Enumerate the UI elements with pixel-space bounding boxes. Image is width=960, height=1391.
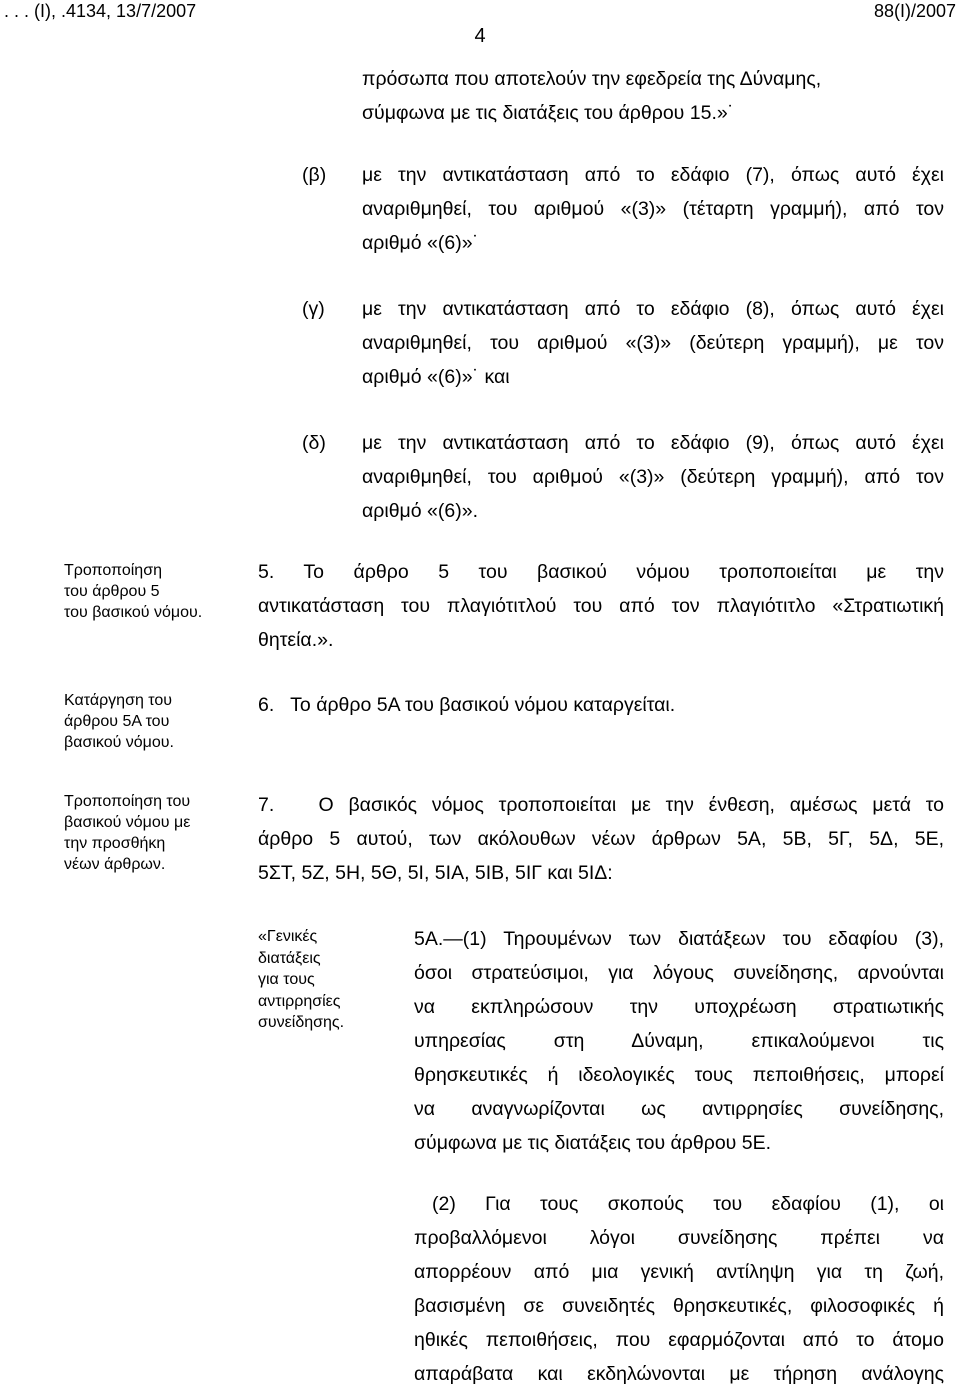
- paragraph-c: [362, 292, 944, 394]
- text-line: θρησκευτικές ή ιδεολογικές τους πεποιθήσεις, μπορεί: [414, 1064, 944, 1086]
- text-line: (2) Για τους σκοπούς του εδαφίου (1), οι: [432, 1193, 944, 1215]
- text-line: πρόσωπα που αποτελούν την εφεδρεία της Δύναμης,: [362, 68, 822, 90]
- paragraph-label: (δ): [302, 432, 326, 454]
- text-line: προβαλλόμενοι λόγοι συνείδησης πρέπει να: [414, 1227, 944, 1249]
- paragraph-label: (β): [302, 164, 327, 186]
- law-number: 88(Ι)/2007: [873, 1, 956, 21]
- text-line: απορρέουν από μια γενική αντίληψη για τη ζωή,: [414, 1261, 944, 1283]
- margin-note-line: διατάξεις: [258, 949, 321, 967]
- margin-note-line: Τροποποίηση του: [64, 793, 191, 810]
- margin-note-line: βασικού νόμου με: [64, 814, 191, 831]
- article-5a-subsection-2: [414, 1187, 944, 1391]
- text-line: 5ΣΤ, 5Ζ, 5Η, 5Θ, 5Ι, 5ΙΑ, 5ΙΒ, 5ΙΓ και 5ΙΔ:: [258, 862, 613, 884]
- text-line: αναριθμηθεί, του αριθμού «(3)» (δεύτερη γραμμή), με τον: [362, 332, 944, 354]
- text-line: να αναγνωρίζονται ως αντιρρησίες συνείδησης,: [414, 1098, 944, 1120]
- text-line: απαράβατα και εκδηλώνονται με τήρηση ανάλογης: [414, 1363, 944, 1385]
- text-line: με την αντικατάσταση από το εδάφιο (8), όπως αυτό έχει: [362, 298, 944, 320]
- margin-note-line: συνείδησης.: [258, 1014, 345, 1031]
- margin-note-line: για τους: [258, 971, 315, 988]
- text-line: 5Α.―(1) Τηρουμένων των διατάξεων του εδαφίου (3),: [414, 928, 944, 950]
- section-6: [258, 688, 944, 722]
- margin-note: [64, 560, 244, 623]
- margin-note: [64, 791, 244, 875]
- section-5: [258, 555, 944, 657]
- margin-note-line: Τροποποίηση: [64, 562, 162, 579]
- text-line: αριθμό «(6)».: [362, 500, 478, 522]
- intro-continuation: [362, 62, 944, 130]
- text-line: αναριθμηθεί, του αριθμού «(3)» (τέταρτη γραμμή), από τον: [362, 198, 944, 220]
- margin-note: [64, 690, 244, 753]
- margin-note-line: του άρθρου 5: [64, 583, 160, 600]
- text-line: σύμφωνα με τις διατάξεις του άρθρου 15.»˙: [362, 102, 735, 124]
- text-line: σύμφωνα με τις διατάξεις του άρθρου 5Ε.: [414, 1132, 772, 1154]
- text-line: άρθρο 5 αυτού, των ακόλουθων νέων άρθρων 5Α, 5Β, 5Γ, 5Δ, 5Ε,: [258, 828, 944, 850]
- text-line: υπηρεσίας στη Δύναμη, επικαλούμενοι τις: [414, 1030, 944, 1052]
- text-line: όσοι στρατεύσιμοι, για λόγους συνείδησης, αρνούνται: [414, 962, 944, 984]
- margin-note-line: βασικού νόμου.: [64, 734, 174, 751]
- article-5a-subsection-1: [414, 922, 944, 1160]
- text-line: να εκπληρώσουν την υποχρέωση στρατιωτικής: [414, 996, 944, 1018]
- margin-note-line: «Γενικές: [258, 928, 318, 945]
- margin-note-line: αντιρρησίες: [258, 992, 341, 1010]
- document-reference: . . . (Ι), .4134, 13/7/2007: [4, 1, 197, 21]
- margin-note-line: άρθρου 5Α του: [64, 713, 170, 730]
- article-margin-note: [258, 926, 398, 1034]
- paragraph-label: (γ): [302, 298, 325, 320]
- text-line: 5. Το άρθρο 5 του βασικού νόμου τροποποιείται με την: [258, 561, 944, 583]
- text-line: αριθμό «(6)»˙ και: [362, 366, 510, 388]
- paragraph-d: [362, 426, 944, 528]
- text-line: με την αντικατάσταση από το εδάφιο (9), όπως αυτό έχει: [362, 432, 944, 454]
- text-line: θητεία.».: [258, 629, 334, 651]
- text-line: βασισμένη σε συνειδητές θρησκευτικές, φιλοσοφικές ή: [414, 1295, 944, 1317]
- paragraph-b: [362, 158, 944, 260]
- margin-note-line: Κατάργηση του: [64, 692, 173, 709]
- text-line: με την αντικατάσταση από το εδάφιο (7), όπως αυτό έχει: [362, 164, 944, 186]
- page-number: 4: [474, 25, 486, 47]
- text-line: ηθικές πεποιθήσεις, που εφαρμόζονται από το άτομο: [414, 1329, 944, 1351]
- text-line: αντικατάσταση του πλαγιότιτλού του από τον πλαγιότιτλο «Στρατιωτική: [258, 595, 944, 617]
- margin-note-line: νέων άρθρων.: [64, 856, 166, 873]
- margin-note-line: του βασικού νόμου.: [64, 604, 203, 621]
- margin-note-line: την προσθήκη: [64, 835, 166, 852]
- text-line: αναριθμηθεί, του αριθμού «(3)» (δεύτερη γραμμή), από τον: [362, 466, 944, 488]
- text-line: 6. Το άρθρο 5Α του βασικού νόμου καταργείται.: [258, 694, 676, 716]
- section-7: [258, 788, 944, 890]
- text-line: 7. Ο βασικός νόμος τροποποιείται με την ένθεση, αμέσως μετά το: [258, 794, 944, 816]
- text-line: αριθμό «(6)»˙: [362, 232, 480, 254]
